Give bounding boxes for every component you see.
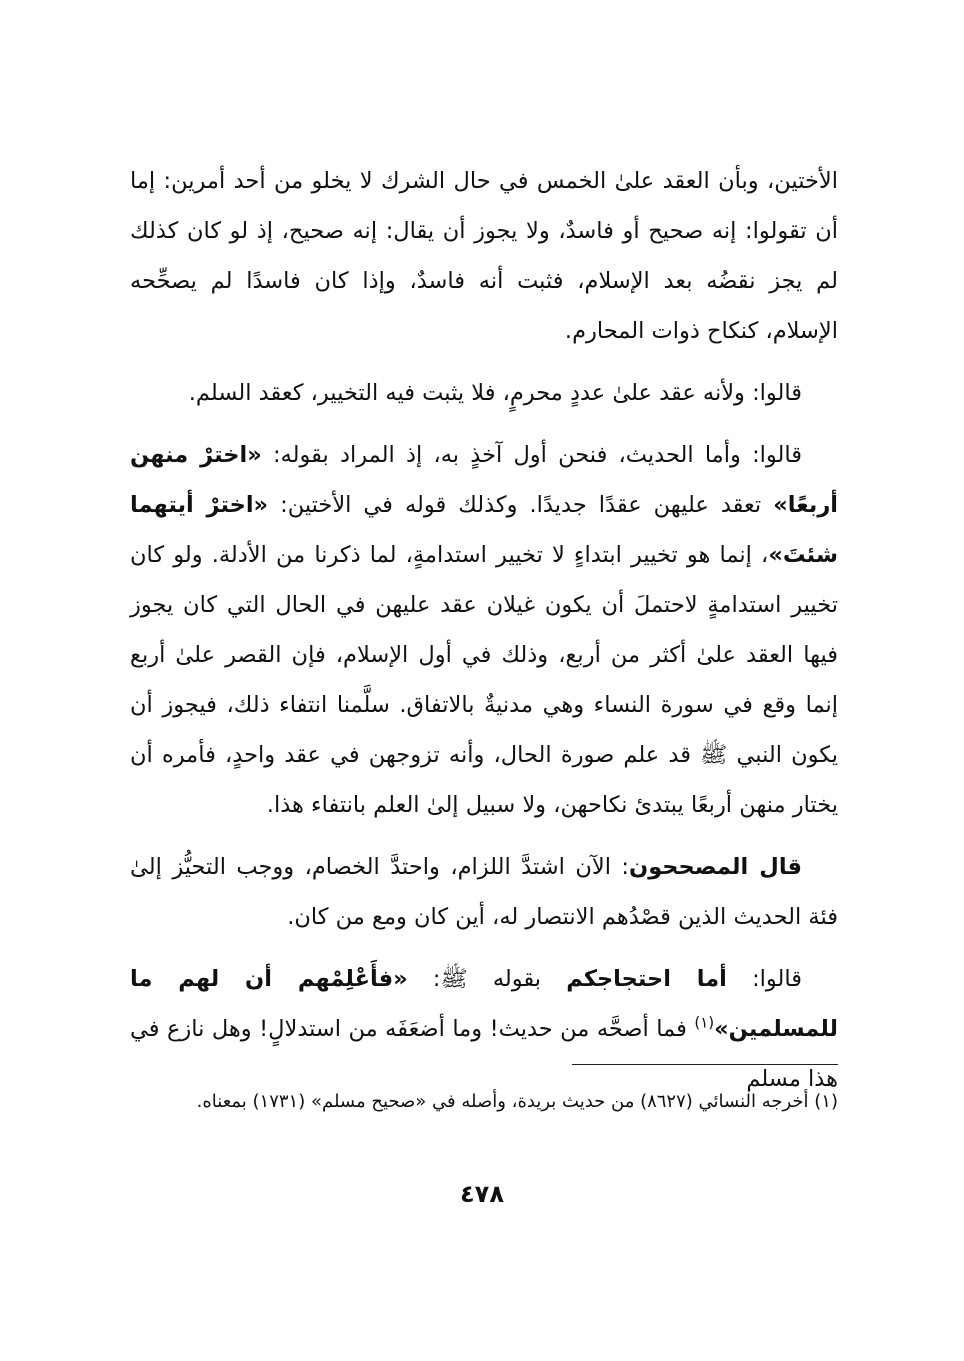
section-lead-correctors: قال المصححون <box>629 854 802 880</box>
footnote <box>130 1080 838 1124</box>
paragraph-3-text-c: ، إنما هو تخيير ابتداءٍ لا تخيير استدامةٍ، لما ذكرنا من الأدلة. ولو كان تخيير استدامةٍ لاحتملَ أن يكون غيلان عقد عليهن في الحال التي كان يجوز فيها العقد علىٰ أكثر من أربع، وذلك في أول الإسلام، فإن القصر علىٰ أربع إنما وقع في سورة النساء وهي مدنيةٌ بالاتفاق. سلَّمنا انتفاء ذلك، فيجوز أن يكون النبي ﷺ قد علم صورة الحال، وأنه تزوجهن في عقد واحدٍ، فأمره أن يختار منهن أربعًا يبتدئ نكاحهن، ولا سبيل إلىٰ العلم بانتفاء هذا. <box>130 542 838 818</box>
main-text <box>130 156 838 1116</box>
paragraph-4 <box>130 842 838 942</box>
footnote-divider <box>572 1064 838 1065</box>
hadith-quote-inform-them: «فأَعْلِمْهم أن لهم ما للمسلمين» <box>130 966 838 1042</box>
paragraph-3 <box>130 430 838 830</box>
footnote-text: (١) أخرجه النسائي (٨٦٢٧) من حديث بريدة، وأصله في «صحيح مسلم» (١٧٣١) بمعناه. <box>196 1091 838 1112</box>
paragraph-1-text: الأختين، وبأن العقد علىٰ الخمس في حال الشرك لا يخلو من أحد أمرين: إما أن تقولوا: إنه صحيح أو فاسدٌ، ولا يجوز أن يقال: إنه صحيح، إذ لو كان كذلك لم يجز نقضُه بعد الإسلام، فثبت أنه فاسدٌ، وإذا كان فاسدًا لم يصحِّحه الإسلام، كنكاح ذوات المحارم. <box>130 168 838 344</box>
bold-phrase-their-argument: أما احتجاجكم <box>566 966 727 992</box>
page-number: ٤٧٨ <box>460 1180 504 1208</box>
paragraph-2-text: قالوا: ولأنه عقد علىٰ عددٍ محرمٍ، فلا يثبت فيه التخيير، كعقد السلم. <box>188 380 802 406</box>
paragraph-2 <box>130 368 838 418</box>
paragraph-3-text-a: قالوا: وأما الحديث، فنحن أول آخذٍ به، إذ المراد بقوله: <box>261 442 802 468</box>
hadith-quote-choose-four: «اخترْ منهن أربعًا» <box>130 442 838 518</box>
paragraph-3-text-b: تعقد عليهن عقدًا جديدًا. وكذلك قوله في الأختين: <box>268 492 774 518</box>
hadith-quote-choose-either: «اخترْ أيتهما شئتَ» <box>130 492 838 568</box>
paragraph-4-text: : الآن اشتدَّ اللزام، واحتدَّ الخصام، ووجب التحيُّز إلىٰ فئة الحديث الذين قصْدُهم الانتصار له، أين كان ومع من كان. <box>130 854 838 930</box>
paragraph-1 <box>130 156 838 356</box>
footnote-marker: (١) <box>694 1013 715 1032</box>
paragraph-5-text-c: فما أصحَّه من حديث! وما أضعَفَه من استدلالٍ! وهل نازع في هذا مسلم <box>130 1016 838 1092</box>
paragraph-5-text-b: بقوله ﷺ: <box>407 966 567 992</box>
paragraph-5-text-a: قالوا: <box>726 966 803 992</box>
